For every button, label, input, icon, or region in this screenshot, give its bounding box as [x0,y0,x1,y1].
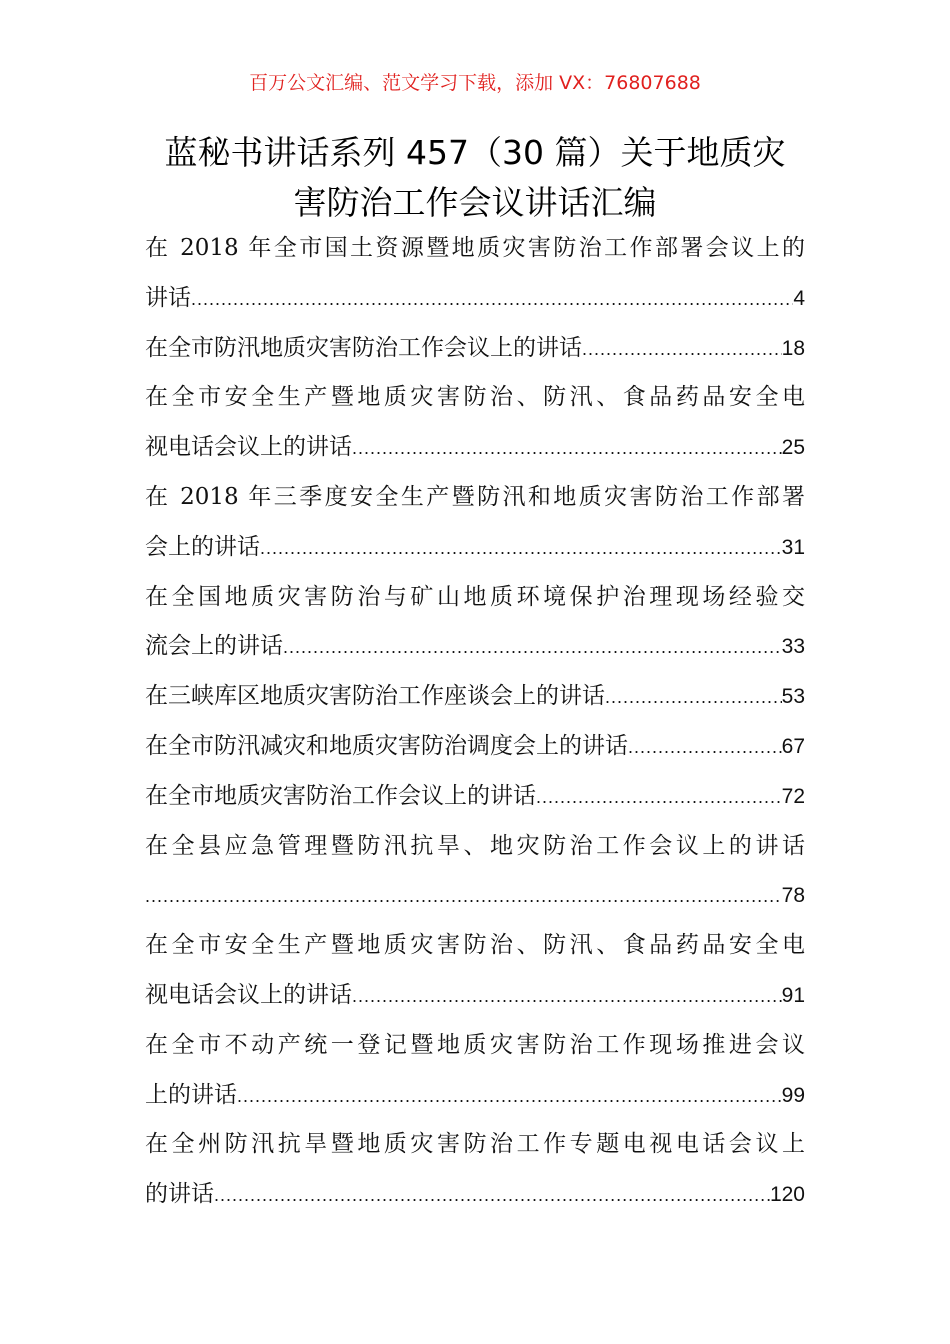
promo-banner: 百万公文汇编、范文学习下载，添加 VX：76807688 [249,72,701,94]
dot-leader [352,972,782,1022]
toc-entry[interactable] [145,672,805,722]
toc-entry-text: 在全市地质灾害防治工作会议上的讲话 [145,782,536,809]
dot-leader [283,623,782,673]
toc-entry-text: 在 2018 年三季度安全生产暨防汛和地质灾害防治工作部署 [145,483,805,510]
table-of-contents [145,224,805,1220]
toc-entry[interactable] [145,573,805,673]
toc-line [145,423,805,473]
toc-entry-text: 的讲话 [145,1181,214,1208]
toc-line [145,722,805,772]
dot-leader [628,723,782,773]
toc-line [145,971,805,1021]
toc-entry[interactable] [145,921,805,1021]
toc-line [145,772,805,822]
toc-line [145,1120,805,1170]
toc-line [145,1021,805,1071]
toc-line [145,871,805,921]
toc-entry-text: 视电话会议上的讲话 [145,981,352,1008]
toc-page-number: 4 [793,286,805,310]
toc-line [145,473,805,523]
dot-leader [260,524,782,574]
toc-entry-text: 讲话 [145,284,191,311]
toc-line [145,573,805,623]
toc-page-number: 25 [781,436,805,460]
dot-leader [605,673,782,723]
dot-leader [145,872,782,922]
toc-page-number: 33 [781,635,805,659]
toc-entry-text: 在三峡库区地质灾害防治工作座谈会上的讲话 [145,683,605,710]
toc-line [145,672,805,722]
toc-entry-text: 在全国地质灾害防治与矿山地质环境保护治理现场经验交 [145,583,805,610]
toc-line [145,1170,805,1220]
toc-entry-text: 在全县应急管理暨防汛抗旱、地灾防治工作会议上的讲话 [145,832,805,859]
toc-entry[interactable] [145,324,805,374]
toc-entry-text: 在全市安全生产暨地质灾害防治、防汛、食品药品安全电 [145,932,805,959]
toc-entry-text: 视电话会议上的讲话 [145,434,352,461]
toc-entry[interactable] [145,473,805,573]
toc-page-number: 99 [781,1083,805,1107]
toc-entry[interactable] [145,772,805,822]
title-line: 害防治工作会议讲话汇编 [293,183,657,222]
toc-entry-text: 在全市不动产统一登记暨地质灾害防治工作现场推进会议 [145,1031,805,1058]
toc-entry[interactable] [145,822,805,922]
toc-entry[interactable] [145,224,805,324]
toc-entry-text: 会上的讲话 [145,533,260,560]
dot-leader [214,1171,770,1221]
toc-entry[interactable] [145,373,805,473]
toc-entry[interactable] [145,1120,805,1220]
toc-line [145,523,805,573]
toc-page-number: 67 [781,734,805,758]
toc-line [145,1071,805,1121]
toc-page-number: 31 [781,535,805,559]
dot-leader [582,325,782,375]
toc-page-number: 18 [781,336,805,360]
toc-page-number: 72 [781,784,805,808]
toc-page-number: 78 [781,884,805,908]
dot-leader [191,275,793,325]
toc-entry-text: 上的讲话 [145,1081,237,1108]
toc-entry[interactable] [145,1021,805,1121]
toc-entry-text: 在 2018 年全市国土资源暨地质灾害防治工作部署会议上的 [145,235,805,261]
toc-entry-text: 在全市安全生产暨地质灾害防治、防汛、食品药品安全电 [145,384,805,411]
toc-entry[interactable] [145,722,805,772]
document-title [0,128,950,228]
toc-page-number: 53 [781,685,805,709]
toc-entry-text: 在全州防汛抗旱暨地质灾害防治工作专题电视电话会议上 [145,1131,805,1158]
toc-line [145,224,805,274]
dot-leader [536,773,782,823]
toc-entry-text: 在全市防汛减灾和地质灾害防治调度会上的讲话 [145,732,628,759]
toc-line [145,324,805,374]
toc-entry-text: 在全市防汛地质灾害防治工作会议上的讲话 [145,334,582,361]
toc-line [145,822,805,872]
toc-line [145,921,805,971]
dot-leader [237,1072,782,1122]
title-line: 蓝秘书讲话系列 457（30 篇）关于地质灾 [164,133,786,172]
toc-page-number: 91 [781,983,805,1007]
toc-line [145,373,805,423]
toc-entry-text: 流会上的讲话 [145,633,283,660]
toc-line [145,622,805,672]
dot-leader [352,424,782,474]
toc-line [145,274,805,324]
toc-page-number: 120 [769,1183,805,1207]
